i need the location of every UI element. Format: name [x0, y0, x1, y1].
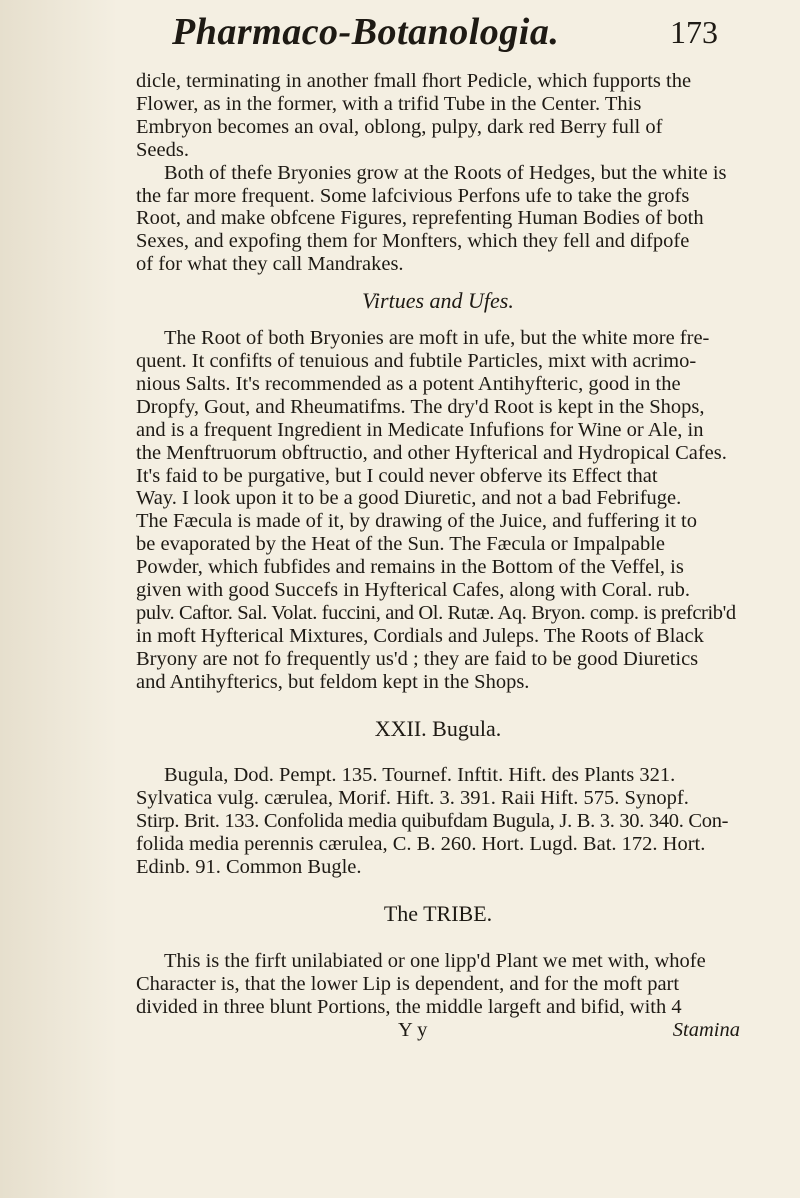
signature-mark: Y y — [398, 1018, 428, 1041]
text-line: Edinb. 91. Common Bugle. — [136, 856, 362, 879]
text-line: the Menftruorum obftructio, and other Hyfterical and Hydropical Cafes. — [136, 441, 727, 464]
paragraph-bryonies-hedges — [136, 162, 740, 277]
text-line: It's faid to be purgative, but I could never obferve its Effect that — [136, 464, 658, 487]
text-line: Flower, as in the former, with a trifid Tube in the Center. This — [136, 92, 642, 115]
running-title: Pharmaco-Botanologia. — [172, 11, 560, 53]
text-line: nious Salts. It's recommended as a potent Antihyfteric, good in the — [136, 372, 681, 395]
text-line: Embryon becomes an oval, oblong, pulpy, dark red Berry full of — [136, 115, 663, 138]
running-head — [136, 0, 740, 70]
section-heading-virtues: Virtues and Ufes. — [362, 288, 514, 314]
text-line: dicle, terminating in another fmall fhort Pedicle, which fupports the — [136, 70, 692, 92]
text-line: Character is, that the lower Lip is dependent, and for the moft part — [136, 972, 680, 995]
text-line: pulv. Caftor. Sal. Volat. fuccini, and Ol. Rutæ. Aq. Bryon. comp. is prefcrib'd — [136, 601, 736, 624]
text-line: Sylvatica vulg. cærulea, Morif. Hift. 3. 391. Raii Hift. 575. Synopf. — [136, 787, 689, 810]
text-line: The Root of both Bryonies are moft in ufe, but the white more fre- — [164, 327, 710, 350]
text-line: and is a frequent Ingredient in Medicate Infufions for Wine or Ale, in — [136, 418, 704, 441]
catchword: Stamina — [672, 1018, 740, 1041]
text-line: in moft Hyfterical Mixtures, Cordials and Juleps. The Roots of Black — [136, 624, 704, 647]
text-line: of for what they call Mandrakes. — [136, 253, 404, 276]
text-line: Bryony are not fo frequently us'd ; they are faid to be good Diuretics — [136, 647, 699, 670]
section-heading-bugula: XXII. Bugula. — [374, 715, 502, 741]
text-line: divided in three blunt Portions, the middle largeft and bifid, with 4 — [136, 995, 682, 1018]
text-line: Bugula, Dod. Pempt. 135. Tournef. Inftit. Hift. des Plants 321. — [164, 764, 676, 787]
text-line: the far more frequent. Some lafcivious Perfons ufe to take the grofs — [136, 184, 690, 207]
paragraph-berry-description — [136, 70, 740, 162]
paragraph-virtues — [136, 327, 740, 694]
text-line: Stirp. Brit. 133. Confolida media quibufdam Bugula, J. B. 3. 30. 340. Con- — [136, 810, 729, 833]
text-line: Way. I look upon it to be a good Diuretic, and not a bad Febrifuge. — [136, 487, 682, 510]
page-number: 173 — [670, 14, 718, 50]
text-line: Dropfy, Gout, and Rheumatifms. The dry'd Root is kept in the Shops, — [136, 395, 705, 418]
text-line: Sexes, and expofing them for Monfters, which they fell and difpofe — [136, 230, 690, 253]
text-line: Root, and make obfcene Figures, reprefenting Human Bodies of both — [136, 207, 704, 230]
page-footer — [136, 1019, 740, 1043]
paragraph-tribe — [136, 950, 740, 1019]
text-line: Both of thefe Bryonies grow at the Roots of Hedges, but the white is — [164, 161, 727, 184]
text-line: The Fæcula is made of it, by drawing of the Juice, and fuffering it to — [136, 510, 697, 533]
text-line: Seeds. — [136, 138, 189, 161]
text-line: given with good Succefs in Hyfterical Cafes, along with Coral. rub. — [136, 579, 690, 602]
paragraph-bugula-synonyms — [136, 764, 740, 879]
text-line: Powder, which fubfides and remains in the Bottom of the Veffel, is — [136, 556, 684, 579]
text-line: be evaporated by the Heat of the Sun. The Fæcula or Impalpable — [136, 533, 666, 556]
text-line: quent. It confifts of tenuious and fubtile Particles, mixt with acrimo- — [136, 349, 697, 372]
text-line: This is the firft unilabiated or one lipp'd Plant we met with, whofe — [164, 949, 706, 972]
text-line: and Antihyfterics, but feldom kept in the Shops. — [136, 670, 530, 693]
section-heading-tribe: The TRIBE. — [383, 901, 493, 926]
text-line: folida media perennis cærulea, C. B. 260. Hort. Lugd. Bat. 172. Hort. — [136, 833, 706, 856]
